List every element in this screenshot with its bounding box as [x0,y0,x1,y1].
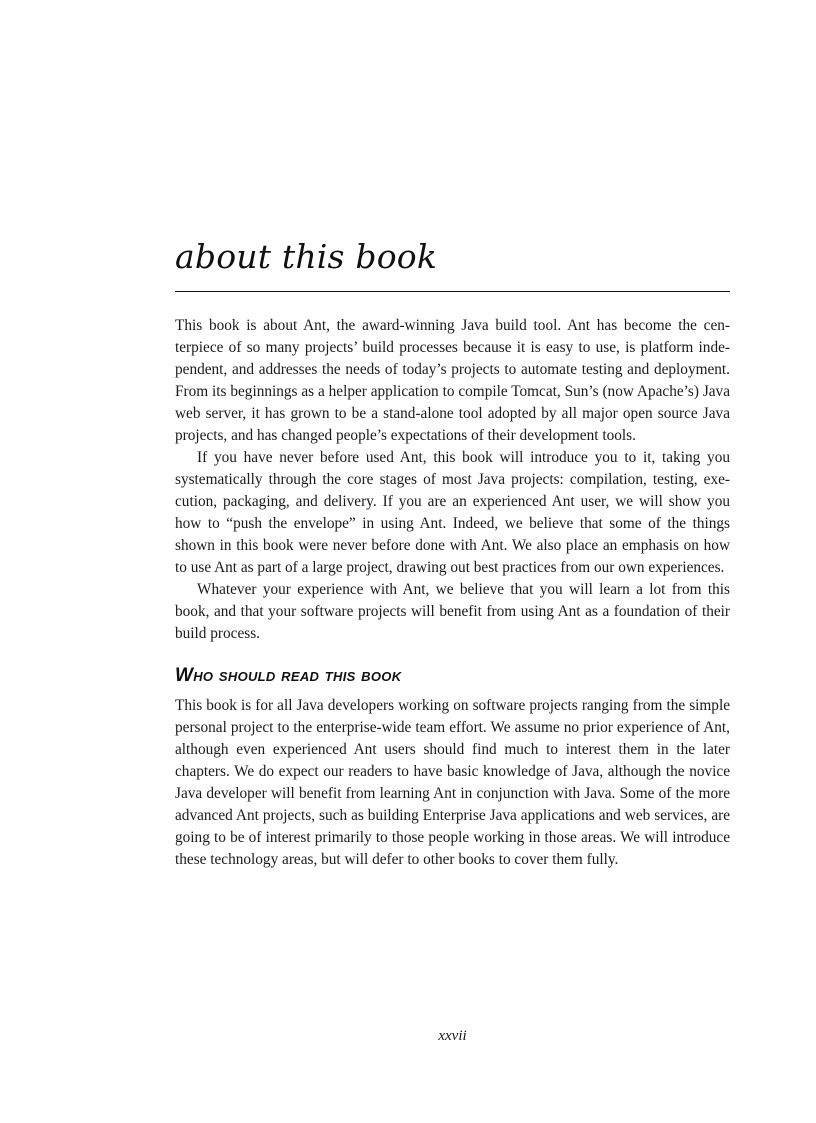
intro-paragraph: Whatever your experience with Ant, we believe that you will learn a lot from this book, and that your software projects will benefit from using Ant as a foundation of their build process. [175,581,730,642]
intro-paragraph: This book is about Ant, the award-winning Java build tool. Ant has become the centerpiece of so many projects’ build processes because it is easy to use, is platform independent, and addresses the needs of today’s projects to automate testing and deployment. From its beginnings as a helper application to compile Tomcat, Sun’s (now Apache’s) Java web server, it has grown to be a stand-alone tool adopted by all major open source Java projects, and has changed people’s expectations of their development tools. [175,317,730,444]
body-text [175,315,730,871]
intro-paragraph: If you have never before used Ant, this book will introduce you to it, taking you systematically through the core stages of most Java projects: compilation, testing, execution, packaging, and delivery. If you are an experienced Ant user, we will show you how to “push the envelope” in using Ant. Indeed, we believe that some of the things shown in this book were never before done with Ant. We also place an emphasis on how to use Ant as part of a large project, drawing out best practices from our own experiences. [175,449,730,576]
title-rule [175,291,730,292]
book-page [175,0,730,1123]
page-number: xxvii [438,1028,467,1044]
section-paragraph: This book is for all Java developers working on software projects ranging from the simple personal project to the enterprise-wide team effort. We assume no prior experience of Ant, although even experienced Ant users should find much to interest them in the later chapters. We do expect our readers to have basic knowledge of Java, although the novice Java developer will benefit from learning Ant in conjunction with Java. Some of the more advanced Ant projects, such as building Enterprise Java applications and web services, are going to be of interest primarily to those people working in those areas. We will introduce these technology areas, but will defer to other books to cover them fully. [175,697,730,868]
chapter-title: about this book [175,237,438,276]
section-heading: Who should read this book [175,665,402,686]
